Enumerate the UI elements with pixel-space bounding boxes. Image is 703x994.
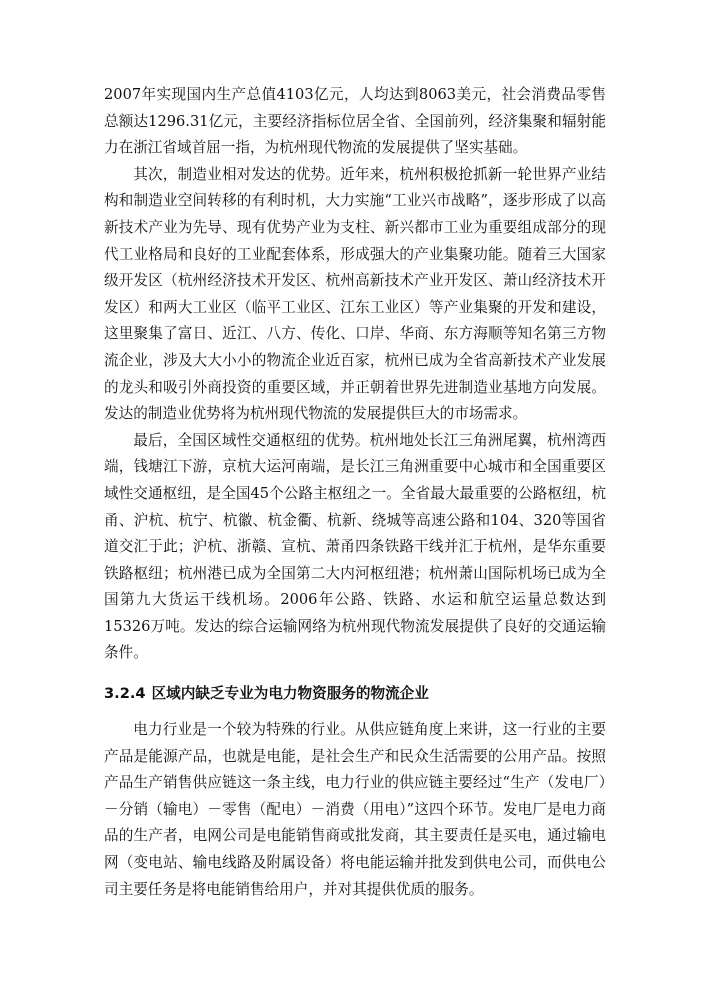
paragraph-power-industry: 电力行业是一个较为特殊的行业。从供应链角度上来讲，这一行业的主要产品是能源产品，也就是电能，是社会生产和民众生活需要的公用产品。按照产品生产销售供应链这一条主线，电力行业的供应链主要经过“生产（发电厂）－分销（输电）－零售（配电）－消费（用电）”这四个环节。发电厂是电力商品的生产者，电网公司是电能销售商或批发商，其主要责任是买电，通过输电网（变电站、输电线路及附属设备）将电能运输并批发到供电公司，而供电公司主要任务是将电能销售给用户，并对其提供优质的服务。 <box>104 721 606 898</box>
paragraph-manufacturing-advantage: 其次，制造业相对发达的优势。近年来，杭州积极抢抓新一轮世界产业结构和制造业空间转移的有利时机，大力实施“工业兴市战略”，逐步形成了以高新技术产业为先导、现有优势产业为支柱、新兴都市工业为重要组成部分的现代工业格局和良好的工业配套体系，形成强大的产业集聚功能。随着三大国家级开发区（杭州经济技术开发区、杭州高新技术产业开发区、萧山经济技术开发区）和两大工业区（临平工业区、江东工业区）等产业集聚的开发和建设，这里聚集了富日、近江、八方、传化、口岸、华商、东方海顺等知名第三方物流企业，涉及大大小小的物流企业近百家，杭州已成为全省高新技术产业发展的龙头和吸引外商投资的重要区域，并正朝着世界先进制造业基地方向发展。发达的制造业优势将为杭州现代物流的发展提供巨大的市场需求。 <box>104 165 606 423</box>
document-body <box>104 82 606 903</box>
section-title: 区域内缺乏专业为电力物资服务的物流企业 <box>151 685 429 703</box>
section-number: 3.2.4 <box>104 685 146 703</box>
paragraph-gdp-summary: 2007年实现国内生产总值4103亿元，人均达到8063美元，社会消费品零售总额达1296.31亿元，主要经济指标位居全省、全国前列，经济集聚和辐射能力在浙江省域首屈一指，为杭州现代物流的发展提供了坚实基础。 <box>104 86 606 157</box>
paragraph-transport-hub-advantage: 最后，全国区域性交通枢纽的优势。杭州地处长江三角洲尾翼，杭州湾西端，钱塘江下游，京杭大运河南端，是长江三角洲重要中心城市和全国重要区域性交通枢纽，是全国45个公路主枢纽之一。全省最大最重要的公路枢纽，杭甬、沪杭、杭宁、杭徽、杭金衢、杭新、绕城等高速公路和104、320等国省道交汇于此；沪杭、浙赣、宣杭、萧甬四条铁路干线并汇于杭州，是华东重要铁路枢纽；杭州港已成为全国第二大内河枢纽港；杭州萧山国际机场已成为全国第九大货运干线机场。2006年公路、铁路、水运和航空运量总数达到15326万吨。发达的综合运输网络为杭州现代物流发展提供了良好的交通运输条件。 <box>104 431 606 662</box>
section-heading <box>104 681 606 707</box>
